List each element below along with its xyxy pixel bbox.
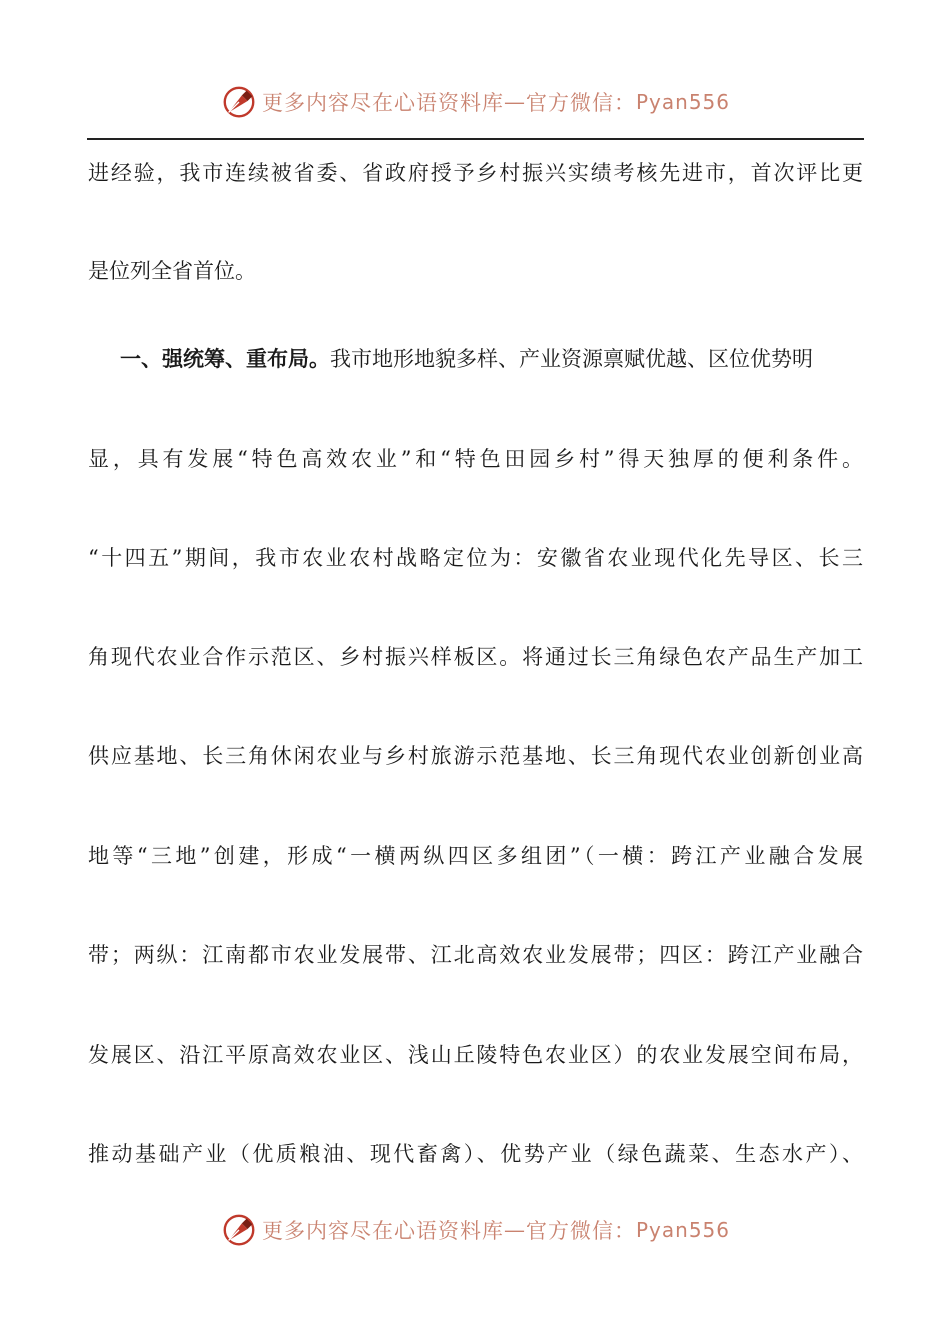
paragraph-text: 我市地形地貌多样、产业资源禀赋优越、区位优势明 <box>330 347 813 371</box>
footer-banner-official-label: 官方微信： <box>525 1219 636 1243</box>
footer-banner-account: Pyan556 <box>635 1218 730 1242</box>
paragraph-line: 角现代农业合作示范区、乡村振兴样板区。将通过长三角绿色农产品生产加工 <box>88 645 863 669</box>
footer-banner <box>0 1208 950 1252</box>
banner-account: Pyan556 <box>635 90 730 114</box>
footer-banner-title: 更多内容尽在心语资料库 <box>261 1219 504 1243</box>
paragraph-line: 发展区、沿江平原高效农业区、浅山丘陵特色农业区）的农业发展空间布局， <box>88 1043 863 1067</box>
paragraph-line: 显，具有发展“特色高效农业”和“特色田园乡村”得天独厚的便利条件。 <box>88 447 863 471</box>
section-heading: 一、强统筹、重布局。 <box>120 346 330 371</box>
paragraph-line: 进经验，我市连续被省委、省政府授予乡村振兴实绩考核先进市，首次评比更 <box>88 161 863 185</box>
header-banner <box>0 80 950 124</box>
paragraph-line: “十四五”期间，我市农业农村战略定位为：安徽省农业现代化先导区、长三 <box>88 546 863 570</box>
paragraph-line: 推动基础产业（优质粮油、现代畜禽）、优势产业（绿色蔬菜、生态水产）、 <box>88 1142 863 1166</box>
banner-separator: — <box>503 90 526 114</box>
pen-nib-logo-icon <box>220 83 258 121</box>
banner-official-label: 官方微信： <box>525 91 636 115</box>
paragraph-line: 带；两纵：江南都市农业发展带、江北高效农业发展带；四区：跨江产业融合 <box>88 943 863 967</box>
section-heading-line <box>88 334 863 384</box>
footer-banner-separator: — <box>503 1218 526 1242</box>
paragraph-line: 是位列全省首位。 <box>88 259 256 283</box>
banner-title: 更多内容尽在心语资料库 <box>261 91 504 115</box>
paragraph-line: 地等“三地”创建，形成“一横两纵四区多组团”（一横：跨江产业融合发展 <box>88 844 863 868</box>
paragraph-line: 供应基地、长三角休闲农业与乡村旅游示范基地、长三角现代农业创新创业高 <box>88 744 863 768</box>
header-divider <box>87 138 864 140</box>
pen-nib-logo-icon <box>220 1211 258 1249</box>
